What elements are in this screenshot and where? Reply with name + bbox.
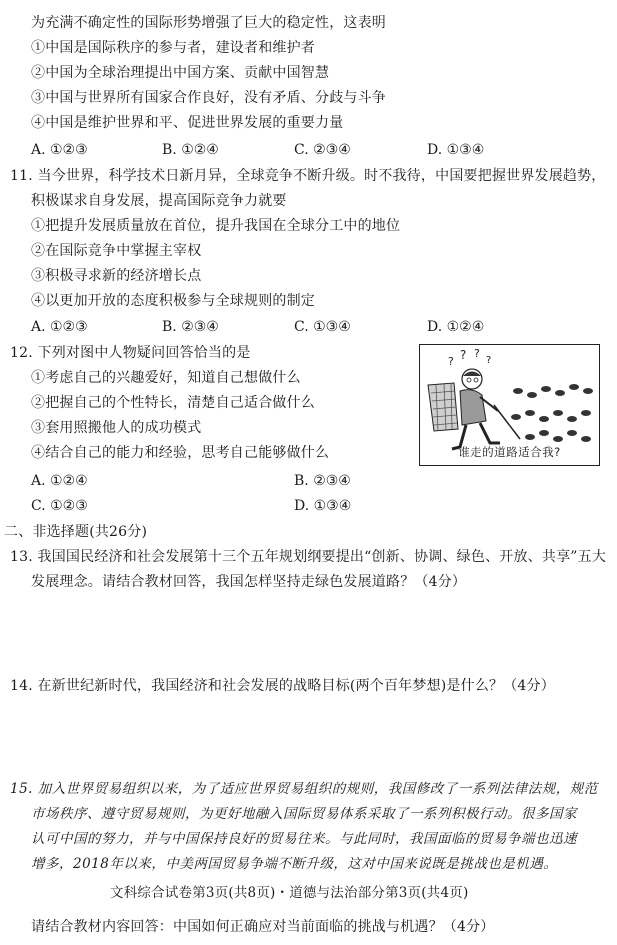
figure-caption: 谁走的道路适合我? — [458, 445, 561, 459]
q12-item-1: ①考虑自己的兴趣爱好，知道自己想做什么 — [31, 370, 301, 386]
q14-line-1: 14. 在新世纪新时代，我国经济和社会发展的战略目标(两个百年梦想)是什么？（4分） — [10, 678, 555, 694]
q11-item-3: ③积极寻求新的经济增长点 — [31, 268, 202, 284]
q11-stem-line-1: 11. 当今世界，科学技术日新月异，全球竞争不断升级。时不我待，中国要把握世界发展趋势， — [10, 168, 606, 184]
svg-text:?: ? — [448, 355, 454, 368]
q11-option-c: C. ①③④ — [294, 319, 351, 335]
q15-line-4: 增多，2018年以来，中美两国贸易争端不断升级，这对中国来说既是挑战也是机遇。 — [31, 856, 558, 872]
q10-stem-tail: 为充满不确定性的国际形势增强了巨大的稳定性，这表明 — [31, 15, 386, 31]
q13-line-2: 发展理念。请结合教材回答，我国怎样坚持走绿色发展道路？（4分） — [31, 574, 467, 590]
q13-line-1: 13. 我国国民经济和社会发展第十三个五年规划纲要提出“创新、协调、绿色、开放、共享”五大 — [10, 549, 607, 565]
section-2-title: 二、非选择题(共26分) — [4, 524, 148, 540]
q12-item-4: ④结合自己的能力和经验，思考自己能够做什么 — [31, 445, 330, 461]
q10-option-c: C. ②③④ — [294, 142, 351, 158]
q15-line-1: 15. 加入世界贸易组织以来，为了适应世界贸易组织的规则，我国修改了一系列法律法规，规范 — [10, 781, 598, 797]
q12-option-c: C. ①②③ — [31, 498, 88, 514]
q12-item-3: ③套用照搬他人的成功模式 — [31, 420, 202, 436]
q12-item-2: ②把握自己的个性特长，清楚自己适合做什么 — [31, 395, 315, 411]
q15-line-3: 认可中国的努力，并与中国保持良好的贸易往来。与此同时，我国面临的贸易争端也迅速 — [31, 831, 577, 847]
q12-option-d: D. ①③④ — [294, 498, 352, 514]
svg-text:?: ? — [460, 348, 467, 362]
q12-cartoon-figure — [419, 344, 600, 466]
q11-option-b: B. ②③④ — [162, 319, 219, 335]
q11-item-1: ①把提升发展质量放在首位，提升我国在全球分工中的地位 — [31, 218, 401, 234]
svg-text:?: ? — [474, 347, 480, 360]
q15-question: 请结合教材内容回答：中国如何正确应对当前面临的挑战与机遇？（4分） — [31, 919, 495, 935]
q10-item-3: ③中国与世界所有国家合作良好，没有矛盾、分歧与斗争 — [31, 90, 386, 106]
q12-stem: 12. 下列对图中人物疑问回答恰当的是 — [10, 345, 251, 361]
q11-option-a: A. ①②③ — [31, 319, 88, 335]
q10-item-2: ②中国为全球治理提出中国方案、贡献中国智慧 — [31, 65, 330, 81]
q15-line-2: 市场秩序、遵守贸易规则，为更好地融入国际贸易体系采取了一系列积极行动。很多国家 — [31, 806, 577, 822]
q11-option-d: D. ①②④ — [427, 319, 485, 335]
q12-option-a: A. ①②④ — [31, 473, 88, 489]
svg-text:?: ? — [486, 355, 492, 366]
q11-item-4: ④以更加开放的态度积极参与全球规则的制定 — [31, 293, 315, 309]
q10-option-b: B. ①②④ — [162, 142, 219, 158]
q10-option-d: D. ①③④ — [427, 142, 485, 158]
q11-stem-line-2: 积极谋求自身发展，提高国际竞争力就要 — [31, 193, 287, 209]
q10-item-4: ④中国是维护世界和平、促进世界发展的重要力量 — [31, 115, 344, 131]
page-footer: 文科综合试卷第3页(共8页)・道德与法治部分第3页(共4页) — [110, 885, 469, 901]
q12-option-b: B. ②③④ — [294, 473, 351, 489]
q11-item-2: ②在国际竞争中掌握主宰权 — [31, 243, 202, 259]
q10-option-a: A. ①②③ — [31, 142, 88, 158]
q10-item-1: ①中国是国际秩序的参与者，建设者和维护者 — [31, 40, 315, 56]
